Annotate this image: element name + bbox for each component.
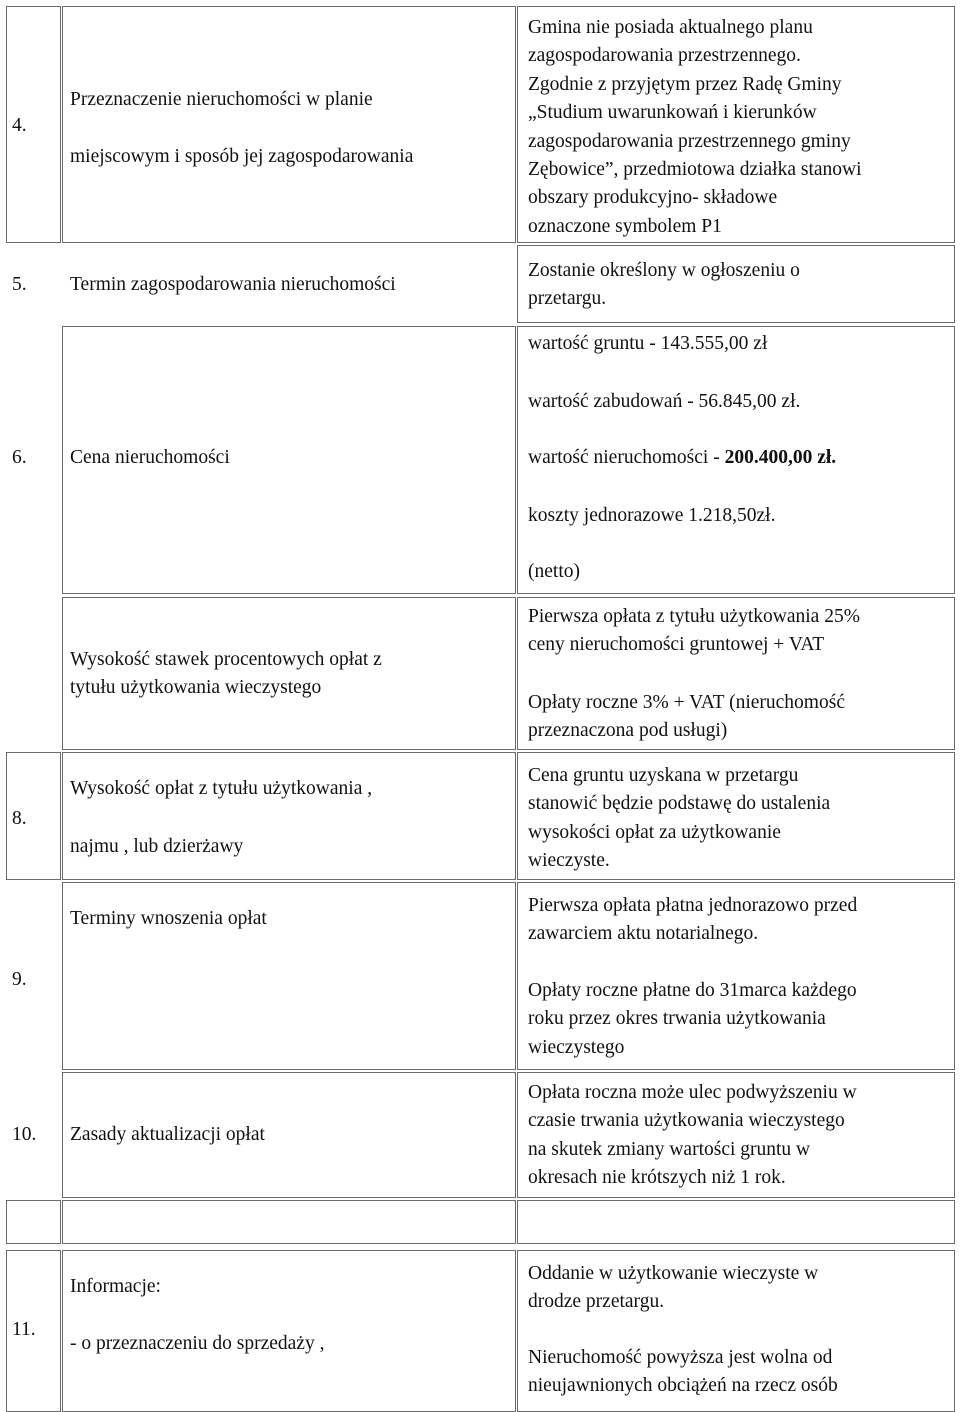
row4-value-line6: Zębowice”, przedmiotowa działka stanowi	[528, 159, 862, 181]
row6-grunt: wartość gruntu - 143.555,00 zł	[528, 333, 768, 354]
empty-number-cell	[6, 1200, 61, 1244]
row4-value-line7: obszary produkcyjno- składowe	[528, 187, 778, 209]
row9-value2-line2: roku przez okres trwania użytkowania	[528, 1008, 826, 1030]
row7-value2	[528, 689, 845, 746]
row4-value-line1: Gmina nie posiada aktualnego planu	[528, 17, 813, 38]
row5-value-line1: Zostanie określony w ogłoszeniu o	[528, 260, 800, 281]
row4-value-line4: „Studium uwarunkowań i kierunków	[528, 102, 817, 124]
row7-value1-line2: ceny nieruchomości gruntowej + VAT	[528, 634, 825, 656]
row11-label-line2: - o przeznaczeniu do sprzedaży ,	[70, 1333, 325, 1354]
row10-value-line4: okresach nie krótszych niż 1 rok.	[528, 1167, 786, 1189]
row9-value1-line1: Pierwsza opłata płatna jednorazowo przed	[528, 895, 858, 916]
row5-label: Termin zagospodarowania nieruchomości	[70, 274, 396, 295]
row4-number: 4.	[12, 115, 27, 136]
row4-label-line2: miejscowym i sposób jej zagospodarowania	[70, 146, 414, 167]
row4-value-line8: oznaczone symbolem P1	[528, 215, 722, 237]
row8-label-line2: najmu , lub dzierżawy	[70, 836, 244, 857]
row9-number: 9.	[12, 969, 27, 990]
row11-value1	[528, 1260, 818, 1317]
row7-label	[70, 646, 382, 703]
row8-value-line2: stanowić będzie podstawę do ustalenia	[528, 793, 831, 815]
row5-number: 5.	[12, 274, 27, 295]
row8-value	[528, 762, 830, 876]
row8-value-line3: wysokości opłat za użytkowanie	[528, 821, 781, 843]
row9-value1-line2: zawarciem aktu notarialnego.	[528, 923, 759, 945]
row4-value-line5: zagospodarowania przestrzennego gminy	[528, 130, 851, 152]
row11-number: 11.	[12, 1319, 36, 1340]
row11-value2	[528, 1344, 838, 1401]
row9-value2-line1: Opłaty roczne płatne do 31marca każdego	[528, 980, 857, 1001]
row4-value	[528, 14, 862, 241]
row7-value1-line1: Pierwsza opłata z tytułu użytkowania 25%	[528, 606, 860, 627]
row7-value2-line1: Opłaty roczne 3% + VAT (nieruchomość	[528, 692, 845, 713]
row6-number: 6.	[12, 447, 27, 468]
row9-value2	[528, 977, 857, 1062]
row7-label-line1: Wysokość stawek procentowych opłat z	[70, 649, 382, 670]
row10-value-line1: Opłata roczna może ulec podwyższeniu w	[528, 1082, 857, 1103]
row8-value-line4: wieczyste.	[528, 850, 610, 872]
row10-number: 10.	[12, 1124, 37, 1145]
row9-value2-line3: wieczystego	[528, 1036, 625, 1058]
row8-value-line1: Cena gruntu uzyskana w przetargu	[528, 765, 799, 786]
row7-value1	[528, 603, 860, 660]
row6-nieruchomosc-value: 200.400,00 zł.	[724, 447, 837, 468]
row5-value	[528, 257, 800, 314]
row11-value2-line2: nieujawnionych obciążeń na rzecz osób	[528, 1375, 838, 1397]
row5-value-line2: przetargu.	[528, 288, 607, 310]
row4-label-line1: Przeznaczenie nieruchomości w planie	[70, 89, 373, 110]
row7-value2-line2: przeznaczona pod usługi)	[528, 720, 728, 742]
row10-value-line2: czasie trwania użytkowania wieczystego	[528, 1110, 845, 1132]
row11-label-line1: Informacje:	[70, 1276, 161, 1297]
empty-value-cell	[517, 1200, 955, 1244]
row6-nieruchomosc-prefix: wartość nieruchomości -	[528, 447, 725, 468]
row10-label: Zasady aktualizacji opłat	[70, 1124, 265, 1145]
row10-value-line3: na skutek zmiany wartości gruntu w	[528, 1138, 811, 1160]
row10-value	[528, 1079, 857, 1193]
row7-label-line2: tytułu użytkowania wieczystego	[70, 677, 322, 699]
row6-koszty: koszty jednorazowe 1.218,50zł.	[528, 505, 776, 526]
row8-label-line1: Wysokość opłat z tytułu użytkowania ,	[70, 778, 373, 799]
row11-value1-line2: drodze przetargu.	[528, 1291, 665, 1313]
row4-value-line2: zagospodarowania przestrzennego.	[528, 45, 801, 67]
row6-label: Cena nieruchomości	[70, 447, 230, 468]
row6-netto: (netto)	[528, 561, 580, 582]
row4-label-cell	[62, 6, 516, 243]
row6-nieruchomosc	[528, 444, 836, 472]
row4-value-line3: Zgodnie z przyjętym przez Radę Gminy	[528, 73, 842, 95]
row11-value2-line1: Nieruchomość powyższa jest wolna od	[528, 1347, 833, 1368]
empty-label-cell	[62, 1200, 516, 1244]
row9-label: Terminy wnoszenia opłat	[70, 908, 267, 929]
row9-value1	[528, 892, 857, 949]
row8-number: 8.	[12, 808, 27, 829]
row6-zabudowan: wartość zabudowań - 56.845,00 zł.	[528, 391, 801, 412]
row11-value1-line1: Oddanie w użytkowanie wieczyste w	[528, 1263, 819, 1284]
